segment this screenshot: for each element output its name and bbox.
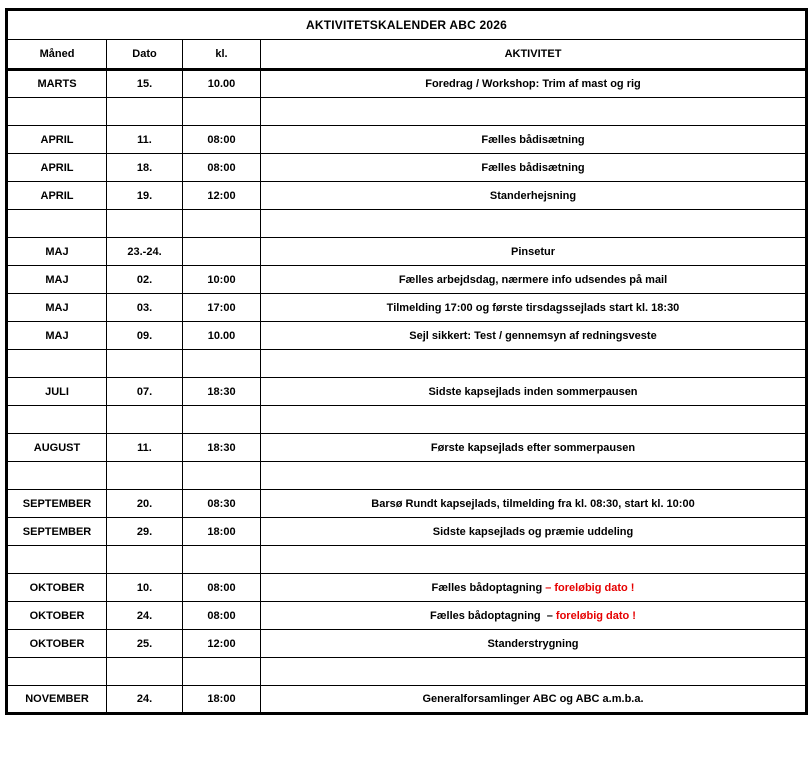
title-row	[7, 10, 807, 40]
activity-cell	[261, 462, 807, 490]
cell-text: 12:00	[207, 637, 236, 650]
table-row-empty	[7, 546, 807, 574]
cell-text: OKTOBER	[29, 609, 85, 622]
activity-text-highlight: foreløbig dato !	[555, 609, 636, 622]
date-cell	[107, 378, 183, 406]
cell-text: 10.00	[207, 78, 236, 90]
cell-text: Fælles arbejdsdag, nærmere info udsendes på mail	[398, 273, 668, 286]
time-cell	[183, 126, 261, 154]
cell-text: 18:30	[207, 385, 236, 398]
cell-text: Foredrag / Workshop: Trim af mast og rig	[425, 78, 641, 90]
month-cell	[7, 154, 107, 182]
cell-text: 08:00	[207, 133, 236, 146]
table-row	[7, 70, 807, 98]
time-cell	[183, 70, 261, 98]
time-cell	[183, 210, 261, 238]
month-cell	[7, 602, 107, 630]
time-cell	[183, 378, 261, 406]
table-row-empty	[7, 350, 807, 378]
month-cell	[7, 70, 107, 98]
month-cell	[7, 574, 107, 602]
activity-cell	[261, 322, 807, 350]
cell-text: NOVEMBER	[25, 693, 89, 705]
activity-cell	[261, 602, 807, 630]
cell-text: MAJ	[45, 329, 69, 342]
activity-cell	[261, 238, 807, 266]
activity-cell	[261, 546, 807, 574]
activity-cell	[261, 658, 807, 686]
month-cell	[7, 266, 107, 294]
header-row	[7, 40, 807, 70]
date-cell	[107, 518, 183, 546]
date-cell	[107, 434, 183, 462]
cell-text: Fælles bådisætning	[481, 133, 585, 146]
date-cell	[107, 462, 183, 490]
cell-text: Sidste kapsejlads inden sommerpausen	[428, 385, 638, 398]
table-row	[7, 686, 807, 714]
time-cell	[183, 182, 261, 210]
month-cell	[7, 238, 107, 266]
cell-text: 12:00	[207, 189, 236, 202]
time-cell	[183, 686, 261, 714]
table-row	[7, 602, 807, 630]
cell-text: SEPTEMBER	[22, 497, 92, 510]
cell-text: 17:00	[207, 301, 236, 314]
cell-text: MAJ	[45, 245, 69, 258]
activity-cell	[261, 518, 807, 546]
cell-text: OKTOBER	[29, 581, 85, 594]
date-cell	[107, 658, 183, 686]
time-cell	[183, 350, 261, 378]
cell-text: 09.	[136, 329, 153, 342]
cell-text: Standerstrygning	[487, 637, 579, 650]
cell-text: OKTOBER	[29, 637, 85, 650]
time-cell	[183, 490, 261, 518]
date-cell	[107, 574, 183, 602]
month-cell	[7, 378, 107, 406]
date-cell	[107, 322, 183, 350]
activity-cell	[261, 630, 807, 658]
table-row-empty	[7, 210, 807, 238]
column-header-maaned: Måned	[7, 40, 107, 70]
cell-text: 10:00	[207, 273, 236, 286]
cell-text: 18.	[136, 161, 153, 174]
cell-text: 11.	[137, 133, 152, 146]
cell-text: MAJ	[45, 273, 69, 286]
page-title: AKTIVITETSKALENDER ABC 2026	[7, 10, 807, 40]
activity-cell	[261, 350, 807, 378]
cell-text: 25.	[136, 637, 153, 650]
month-cell	[7, 434, 107, 462]
cell-text: 19.	[136, 189, 153, 202]
cell-text: 11.	[137, 441, 152, 454]
cell-text: 07.	[136, 385, 153, 398]
time-cell	[183, 462, 261, 490]
time-cell	[183, 322, 261, 350]
table-row	[7, 630, 807, 658]
month-cell	[7, 350, 107, 378]
date-cell	[107, 630, 183, 658]
time-cell	[183, 658, 261, 686]
date-cell	[107, 294, 183, 322]
month-cell	[7, 630, 107, 658]
time-cell	[183, 98, 261, 126]
month-cell	[7, 658, 107, 686]
cell-text: 20.	[136, 497, 153, 510]
cell-text: Fælles bådisætning	[481, 161, 585, 174]
date-cell	[107, 546, 183, 574]
cell-text: 10.	[136, 581, 153, 594]
activity-text-highlight: – foreløbig dato !	[545, 581, 635, 594]
time-cell	[183, 546, 261, 574]
date-cell	[107, 350, 183, 378]
cell-text: Sejl sikkert: Test / gennemsyn af redningsveste	[409, 329, 657, 342]
cell-text: 24.	[136, 609, 153, 622]
cell-text: 02.	[136, 273, 153, 286]
cell-text: MAJ	[45, 301, 69, 314]
time-cell	[183, 294, 261, 322]
column-header-dato: Dato	[107, 40, 183, 70]
activity-cell	[261, 686, 807, 714]
calendar-body	[7, 70, 807, 714]
date-cell	[107, 126, 183, 154]
table-row-empty	[7, 462, 807, 490]
table-row-empty	[7, 406, 807, 434]
cell-text: Barsø Rundt kapsejlads, tilmelding fra kl. 08:30, start kl. 10:00	[371, 497, 695, 510]
table-row	[7, 434, 807, 462]
activity-cell	[261, 266, 807, 294]
time-cell	[183, 602, 261, 630]
cell-text: 03.	[136, 301, 153, 314]
activity-cell	[261, 294, 807, 322]
cell-text: 08:00	[207, 609, 236, 622]
table-row	[7, 378, 807, 406]
column-header-aktivitet: AKTIVITET	[261, 40, 807, 70]
month-cell	[7, 686, 107, 714]
month-cell	[7, 182, 107, 210]
date-cell	[107, 266, 183, 294]
cell-text: Tilmelding 17:00 og første tirsdagssejlads start kl. 18:30	[386, 301, 680, 314]
time-cell	[183, 238, 261, 266]
cell-text: Pinsetur	[510, 245, 555, 258]
month-cell	[7, 406, 107, 434]
date-cell	[107, 602, 183, 630]
time-cell	[183, 574, 261, 602]
date-cell	[107, 154, 183, 182]
month-cell	[7, 322, 107, 350]
activity-cell	[261, 210, 807, 238]
activity-cell	[261, 378, 807, 406]
cell-text: 29.	[136, 525, 153, 538]
time-cell	[183, 266, 261, 294]
month-cell	[7, 210, 107, 238]
date-cell	[107, 238, 183, 266]
cell-text: 08:30	[207, 497, 236, 510]
activity-cell	[261, 182, 807, 210]
table-row	[7, 518, 807, 546]
table-row-empty	[7, 98, 807, 126]
table-row	[7, 126, 807, 154]
cell-text: AUGUST	[33, 441, 81, 454]
cell-text: Standerhejsning	[489, 189, 577, 202]
activity-cell	[261, 126, 807, 154]
activity-cell	[261, 490, 807, 518]
cell-text: 18:00	[207, 693, 236, 705]
activity-cell	[261, 574, 807, 602]
cell-text: APRIL	[40, 161, 74, 174]
month-cell	[7, 490, 107, 518]
table-row	[7, 294, 807, 322]
cell-text: Fælles bådoptagning –	[430, 609, 556, 622]
date-cell	[107, 686, 183, 714]
month-cell	[7, 546, 107, 574]
activity-cell	[261, 154, 807, 182]
date-cell	[107, 98, 183, 126]
cell-text: Generalforsamlinger ABC og ABC a.m.b.a.	[422, 693, 644, 705]
activity-calendar-table	[5, 8, 808, 715]
cell-text: 23.-24.	[127, 245, 162, 258]
cell-text: 08:00	[207, 161, 236, 174]
cell-text: 24.	[136, 693, 153, 705]
cell-text: 08:00	[207, 581, 236, 594]
table-row	[7, 154, 807, 182]
table-row	[7, 238, 807, 266]
cell-text: 18:30	[207, 441, 236, 454]
cell-text: 15.	[136, 78, 153, 90]
activity-cell	[261, 434, 807, 462]
month-cell	[7, 126, 107, 154]
activity-cell	[261, 406, 807, 434]
cell-text: APRIL	[40, 133, 74, 146]
date-cell	[107, 70, 183, 98]
time-cell	[183, 406, 261, 434]
date-cell	[107, 210, 183, 238]
time-cell	[183, 434, 261, 462]
cell-text: Første kapsejlads efter sommerpausen	[430, 441, 636, 454]
cell-text: 18:00	[207, 525, 236, 538]
time-cell	[183, 630, 261, 658]
table-row	[7, 182, 807, 210]
activity-cell	[261, 70, 807, 98]
cell-text: Sidste kapsejlads og præmie uddeling	[432, 525, 634, 538]
month-cell	[7, 294, 107, 322]
date-cell	[107, 406, 183, 434]
month-cell	[7, 518, 107, 546]
cell-text: MARTS	[37, 78, 77, 90]
table-row-empty	[7, 658, 807, 686]
cell-text: SEPTEMBER	[22, 525, 92, 538]
column-header-kl: kl.	[183, 40, 261, 70]
date-cell	[107, 182, 183, 210]
table-row	[7, 322, 807, 350]
cell-text: JULI	[45, 385, 69, 398]
cell-text: 10.00	[207, 329, 236, 342]
time-cell	[183, 518, 261, 546]
month-cell	[7, 98, 107, 126]
activity-cell	[261, 98, 807, 126]
table-row	[7, 266, 807, 294]
month-cell	[7, 462, 107, 490]
date-cell	[107, 490, 183, 518]
cell-text: Fælles bådoptagning	[431, 581, 546, 594]
cell-text: APRIL	[40, 189, 74, 202]
table-row	[7, 574, 807, 602]
time-cell	[183, 154, 261, 182]
table-row	[7, 490, 807, 518]
